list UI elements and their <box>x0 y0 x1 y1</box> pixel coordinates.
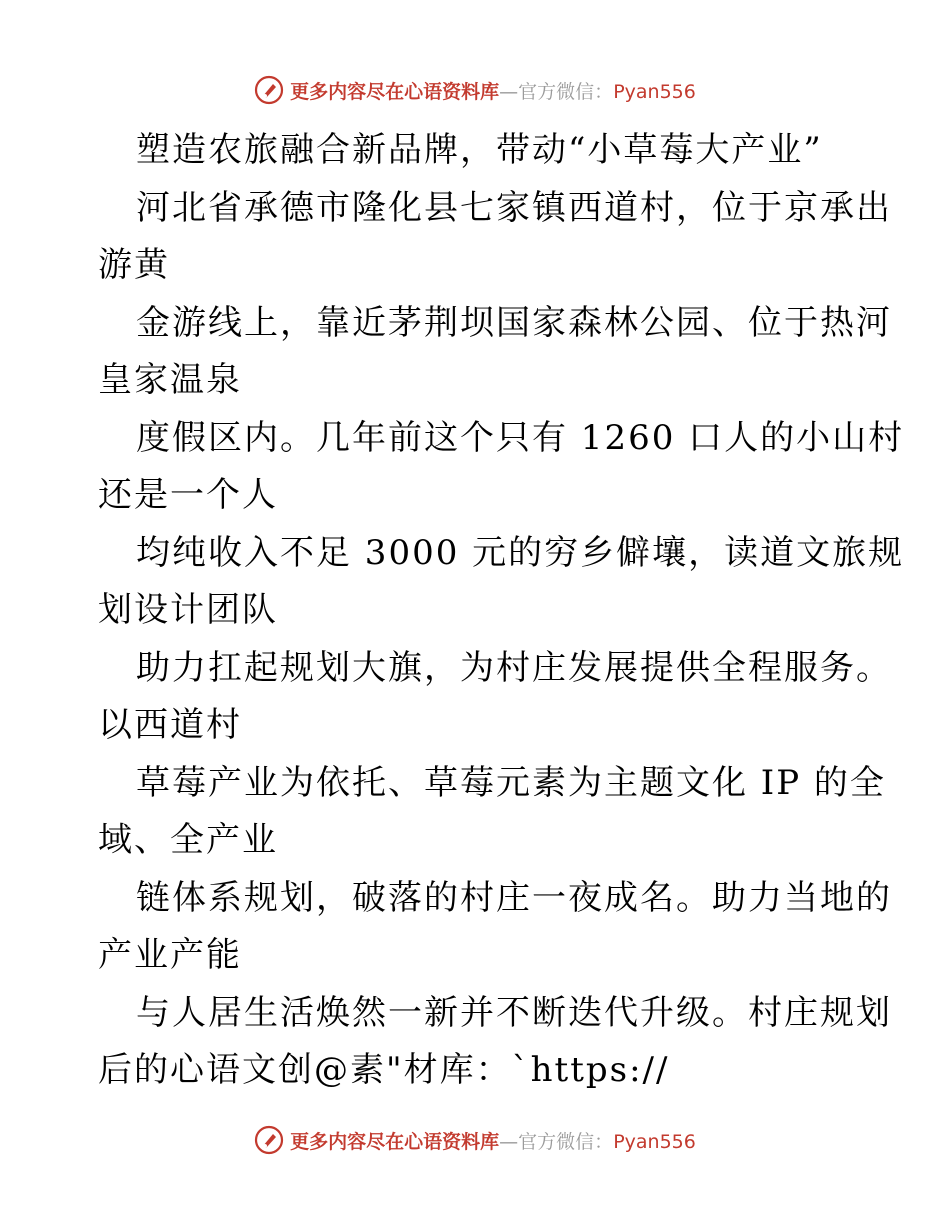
document-body <box>98 122 905 1100</box>
body-line: 后的心语文创@素"材库：`https:// <box>98 1050 670 1090</box>
body-line: 还是一个人 <box>98 475 278 515</box>
footer-banner <box>0 1120 950 1160</box>
body-line: 河北省承德市隆化县七家镇西道村，位于京承出 <box>136 187 892 228</box>
footer-banner-id: Pyan556 <box>613 1130 696 1153</box>
body-line: 域、全产业 <box>98 820 278 860</box>
header-banner-id: Pyan556 <box>613 80 696 103</box>
header-banner-red: 更多内容尽在心语资料库 <box>290 80 500 103</box>
body-line: 金游线上，靠近茅荆坝国家森林公园、位于热河 <box>136 302 892 343</box>
footer-banner-text <box>290 1127 696 1154</box>
body-line: 与人居生活焕然一新并不断迭代升级。村庄规划 <box>136 992 892 1033</box>
body-line: 划设计团队 <box>98 590 278 630</box>
footer-banner-red: 更多内容尽在心语资料库 <box>290 1130 500 1153</box>
body-line: 草莓产业为依托、草莓元素为主题文化 IP 的全 <box>136 762 886 803</box>
body-line: 皇家温泉 <box>98 360 242 400</box>
header-banner-grey: —官方微信： <box>499 80 614 103</box>
body-line: 均纯收入不足 3000 元的穷乡僻壤，读道文旅规 <box>136 532 905 573</box>
body-line: 助力扛起规划大旗，为村庄发展提供全程服务。 <box>136 647 892 688</box>
pen-nib-icon <box>254 1125 284 1155</box>
body-line: 度假区内。几年前这个只有 1260 口人的小山村 <box>136 417 905 458</box>
header-banner <box>0 70 950 110</box>
body-line: 产业产能 <box>98 935 242 975</box>
body-line: 塑造农旅融合新品牌，带动“小草莓大产业” <box>136 130 823 170</box>
header-banner-text <box>290 77 696 104</box>
footer-banner-grey: —官方微信： <box>499 1130 614 1153</box>
body-line: 链体系规划，破落的村庄一夜成名。助力当地的 <box>136 877 892 918</box>
pen-nib-icon <box>254 75 284 105</box>
body-line: 游黄 <box>98 245 170 285</box>
body-line: 以西道村 <box>98 705 242 745</box>
